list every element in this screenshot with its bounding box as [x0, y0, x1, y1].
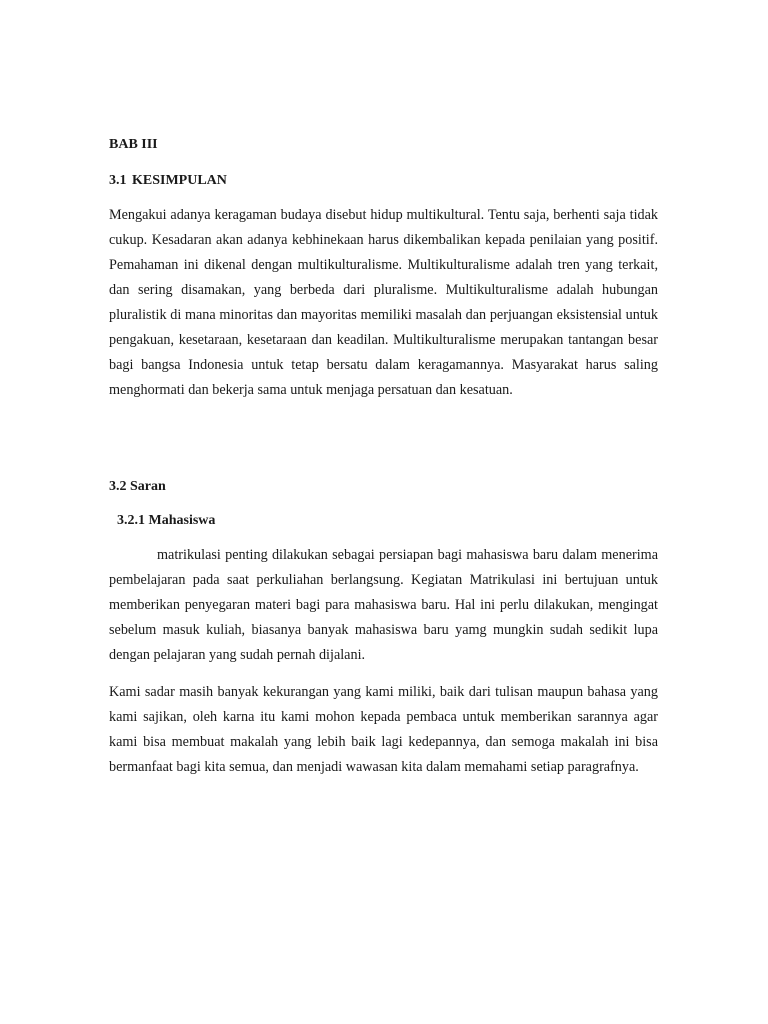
subsection-heading-mahasiswa: 3.2.1 Mahasiswa [117, 513, 216, 528]
paragraph-kesimpulan: Mengakui adanya keragaman budaya disebut hidup multikultural. Tentu saja, berhenti saja tidak cukup. Kesadaran akan adanya kebhinekaan harus dikembalikan kepada penilaian yang positif. Pemahaman ini dikenal dengan multikulturalisme. Multikulturalisme adalah tren yang terkait, dan sering disamakan, yang berbeda dari pluralisme. Multikulturalisme adalah hubungan pluralistik di mana minoritas dan mayoritas memiliki masalah dan perjuangan eksistensial untuk pengakuan, kesetaraan, kesetaraan dan keadilan. Multikulturalisme merupakan tantangan besar bagi bangsa Indonesia untuk tetap bersatu dalam keragamannya. Masyarakat harus saling menghormati dan bekerja sama untuk menjaga persatuan dan kesatuan. [109, 207, 658, 398]
section-heading-kesimpulan: 3.1 KESIMPULAN [109, 173, 227, 188]
chapter-title: BAB III [109, 137, 158, 152]
paragraph-penutup: Kami sadar masih banyak kekurangan yang kami miliki, baik dari tulisan maupun bahasa yang kami sajikan, oleh karna itu kami mohon kepada pembaca untuk memberikan sarannya agar kami bisa membuat makalah yang lebih baik lagi kedepannya, dan semoga makalah ini bisa bermanfaat bagi kita semua, dan menjadi wawasan kita dalam memahami setiap paragrafnya. [109, 684, 658, 775]
paragraph-matrikulasi: matrikulasi penting dilakukan sebagai persiapan bagi mahasiswa baru dalam menerima pembelajaran pada saat perkuliahan berlangsung. Kegiatan Matrikulasi ini bertujuan untuk memberikan penyegaran materi bagi para mahasiswa baru. Hal ini perlu dilakukan, mengingat sebelum masuk kuliah, biasanya banyak mahasiswa baru yamg mungkin sudah sedikit lupa dengan pelajaran yang sudah pernah dijalani. [109, 547, 658, 663]
section-heading-saran: 3.2 Saran [109, 479, 166, 494]
